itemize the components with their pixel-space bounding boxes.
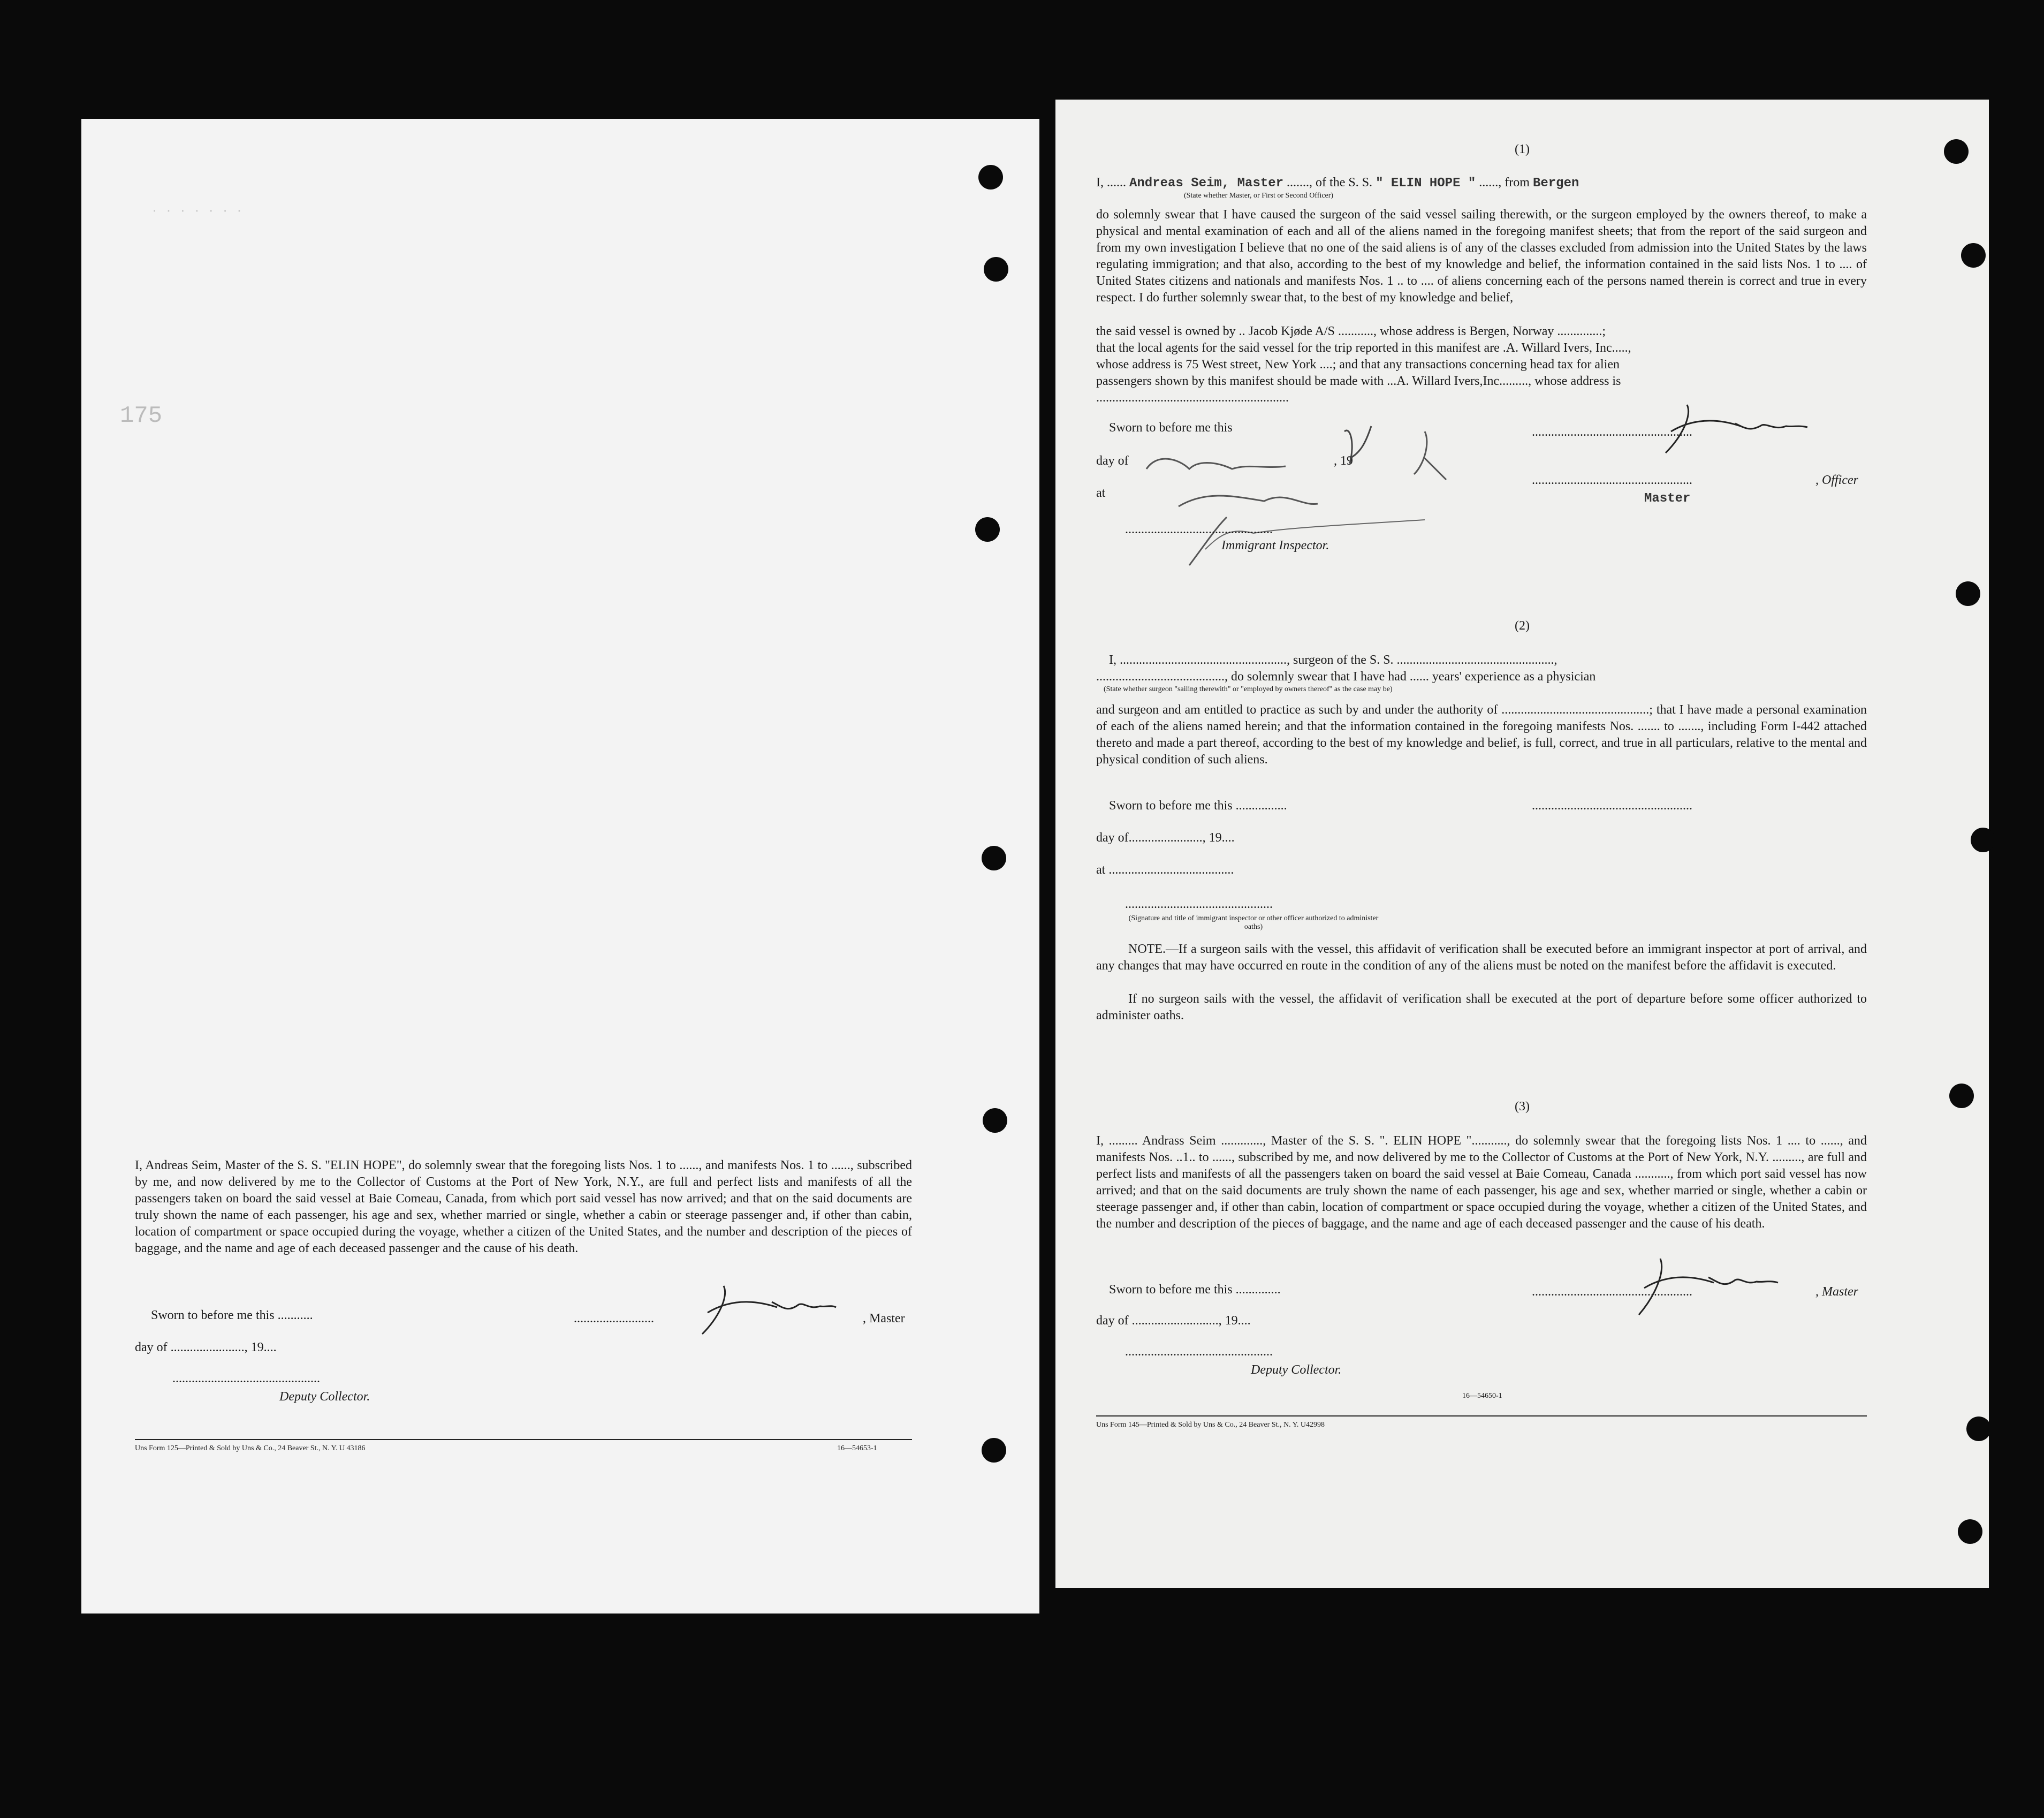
s2-at: at ....................................... bbox=[1096, 863, 1234, 877]
s3-master-label: , Master bbox=[1815, 1285, 1858, 1299]
punch-hole bbox=[978, 165, 1003, 190]
right-page bbox=[1055, 100, 1989, 1588]
s1-sig-dots-2: .................................................. bbox=[1532, 473, 1692, 487]
left-master-label: , Master bbox=[863, 1312, 905, 1325]
s2-sig-sub: (Signature and title of immigrant inspector or other officer authorized to administer oaths) bbox=[1128, 914, 1379, 931]
right-footer-text: Uns Form 145—Printed & Sold by Uns & Co., 24 Beaver St., N. Y. U42998 bbox=[1096, 1421, 1325, 1429]
s3-sworn: Sworn to before me this .............. bbox=[1109, 1283, 1281, 1297]
s2-right-dots: .................................................. bbox=[1532, 799, 1692, 813]
s3-deputy-label: Deputy Collector. bbox=[1251, 1363, 1342, 1377]
s3-day: day of ..........................., 19.... bbox=[1096, 1314, 1251, 1328]
punch-hole bbox=[1949, 1084, 1974, 1108]
s2-second-line: ........................................, do solemnly swear that I have had ...... years' experience as a physician bbox=[1096, 670, 1596, 684]
departure-port: Bergen bbox=[1532, 176, 1579, 191]
s1-at-label: at bbox=[1096, 486, 1106, 500]
s1-inspector-label: Immigrant Inspector. bbox=[1221, 539, 1329, 552]
s3-deputy-dots: .............................................. bbox=[1125, 1345, 1273, 1359]
s2-subnote: (State whether surgeon "sailing therewith" or "employed by owners thereof" as the case may be) bbox=[1104, 685, 1393, 693]
s2-note-1: NOTE.—If a surgeon sails with the vessel, this affidavit of verification shall be executed before an immigrant inspector at port of arrival, and any changes that may have occurred en route in the condition of any of the aliens must be noted on the manifest before the affidavit is executed. bbox=[1096, 942, 1867, 973]
left-master-dots: ......................... bbox=[574, 1312, 654, 1325]
s2-first-line: I, ...................................................., surgeon of the S. S. ................................................., bbox=[1109, 653, 1557, 667]
punch-hole bbox=[975, 517, 1000, 542]
s1-officer-label: , Officer bbox=[1815, 473, 1858, 487]
s2-body: and surgeon and am entitled to practice as such by and under the authority of ..............................................; that I have made a personal examination of each of the aliens named herein; and that the information contained in the foregoing manifests Nos. ....... to ......., including Form I-442 attached thereto and made a part thereof, according to the best of my knowledge and belief, is full, correct, and true in all particulars, relative to the mental and physical condition of such aliens. bbox=[1096, 703, 1867, 767]
right-footer-rule bbox=[1096, 1415, 1867, 1416]
punch-hole bbox=[1958, 1519, 1982, 1544]
s1-year-label: , 19 bbox=[1334, 454, 1353, 468]
bleed-through-text: · · · · · · · bbox=[151, 204, 243, 218]
left-deputy-dots: .............................................. bbox=[172, 1372, 320, 1385]
s1-sig-dots-1: .................................................. bbox=[1532, 425, 1692, 439]
s2-day: day of......................., 19.... bbox=[1096, 831, 1235, 845]
punch-hole bbox=[1944, 139, 1969, 164]
punch-hole bbox=[1961, 243, 1986, 268]
section-1-dots: ............................................................ bbox=[1096, 391, 1289, 405]
head-tax-line: passengers shown by this manifest should be made with ...A. Willard Ivers,Inc........., whose address is bbox=[1096, 374, 1621, 388]
left-footer-text: Uns Form 125—Printed & Sold by Uns & Co., 24 Beaver St., N. Y. U 43186 bbox=[135, 1444, 366, 1452]
left-affidavit-text: I, Andreas Seim, Master of the S. S. "ELIN HOPE", do solemnly swear that the foregoing lists Nos. 1 to ......, and manifests Nos. 1 to ......, subscribed by me, and now delivered by me to the Collector of Customs at the Port of New York, N.Y., are full and perfect lists and manifests of all the passengers taken on board the said vessel at Baie Comeau, Canada, from which port said vessel has now arrived; and that on the said documents are truly shown the name of each passenger, his age and sex, whether married or single, whether a cabin or steerage passenger and, if other than cabin, location of compartment or space occupied during the voyage, whether a citizen of the United States, and the number and description of the pieces of baggage, and the name and age of each deceased passenger and the cause of his death. bbox=[135, 1158, 912, 1255]
punch-hole bbox=[984, 257, 1008, 282]
s1-inspector-dots: .............................................. bbox=[1125, 522, 1273, 536]
s1-master-title: Master bbox=[1644, 491, 1691, 506]
s2-note-2: If no surgeon sails with the vessel, the affidavit of verification shall be executed at the port of departure before some officer authorized to administer oaths. bbox=[1096, 992, 1867, 1022]
ship-name: " ELIN HOPE " bbox=[1376, 176, 1476, 191]
punch-hole bbox=[982, 1438, 1006, 1463]
s1-sworn-label: Sworn to before me this bbox=[1109, 421, 1233, 435]
punch-hole bbox=[982, 846, 1006, 870]
section-2-number: (2) bbox=[1515, 619, 1530, 633]
master-name: Andreas Seim, Master bbox=[1129, 176, 1284, 191]
s1-master-signature bbox=[1644, 399, 1815, 458]
punch-hole bbox=[1971, 828, 1995, 852]
margin-number: 175 bbox=[120, 403, 163, 429]
section-1-number: (1) bbox=[1515, 142, 1530, 156]
s1-day-label: day of bbox=[1096, 454, 1129, 468]
s3-body: I, ......... Andrass Seim ............., Master of the S. S. ". ELIN HOPE "..........., do solemnly swear that the foregoing lists Nos. 1 .... to ......, and manifests Nos. ..1.. to ......, subscribed by me, and now delivered by me to the Collector of Customs at the Port of New York, N.Y. ........., are full and perfect lists and manifests of all the passengers taken on board the said vessel at Baie Comeau, Canada ..........., from which port said vessel has now arrived; and that on the said documents are truly shown the name of each passenger, his age and sex, whether married or single, whether a cabin or steerage passenger and, if other than cabin, location of compartment or space occupied during the voyage, whether a citizen of the United States, and the number and description of the pieces of baggage, and the name and age of each deceased passenger and the cause of his death. bbox=[1096, 1134, 1867, 1231]
section-1-subnote: (State whether Master, or First or Second Officer) bbox=[1184, 192, 1334, 200]
left-footer-code: 16—54653-1 bbox=[837, 1444, 877, 1452]
s2-sig-line: .............................................. bbox=[1125, 897, 1273, 911]
s3-sig-dots: .................................................. bbox=[1532, 1285, 1692, 1299]
section-1-body: do solemnly swear that I have caused the surgeon of the said vessel sailing therewith, or the surgeon employed by the owners thereof, to make a physical and mental examination of each and all of the aliens named in the foregoing manifest sheets; that from the report of the said surgeon and from my own investigation I believe that no one of the said aliens is of any of the classes excluded from admission into the United States by the laws regulating immigration; and that also, according to the best of my knowledge and belief, the information contained in the said lists Nos. 1 to .... of United States citizens and nationals and manifests Nos. 1 .. to .... of aliens concerning each of the persons named therein is correct and true in every respect. I do further solemnly swear that, to the best of my knowledge and belief, bbox=[1096, 208, 1867, 305]
address-line: whose address is 75 West street, New York ....; and that any transactions concerning head tax for alien bbox=[1096, 358, 1620, 372]
section-3-number: (3) bbox=[1515, 1100, 1530, 1113]
left-sworn-line: Sworn to before me this ........... bbox=[151, 1308, 313, 1322]
left-deputy-label: Deputy Collector. bbox=[279, 1390, 370, 1404]
owner-line: the said vessel is owned by .. Jacob Kjøde A/S ..........., whose address is Bergen, Norway ..............; bbox=[1096, 324, 1606, 338]
left-footer-rule bbox=[135, 1439, 912, 1440]
s2-sworn: Sworn to before me this ................ bbox=[1109, 799, 1287, 813]
left-page bbox=[81, 119, 1039, 1614]
punch-hole bbox=[1966, 1416, 1991, 1441]
agent-line: that the local agents for the said vessel for the trip reported in this manifest are .A. Willard Ivers, Inc....., bbox=[1096, 341, 1631, 355]
s3-form-code: 16—54650-1 bbox=[1462, 1392, 1502, 1400]
s3-master-signature bbox=[1607, 1251, 1799, 1320]
left-master-signature bbox=[670, 1275, 841, 1345]
section-1-first-line: I, ...... Andreas Seim, Master ......., of the S. S. " ELIN HOPE " ......, from Bergen bbox=[1096, 176, 1579, 191]
punch-hole bbox=[1956, 581, 1980, 606]
punch-hole bbox=[983, 1108, 1007, 1133]
left-day-line: day of ......................., 19.... bbox=[135, 1340, 277, 1354]
